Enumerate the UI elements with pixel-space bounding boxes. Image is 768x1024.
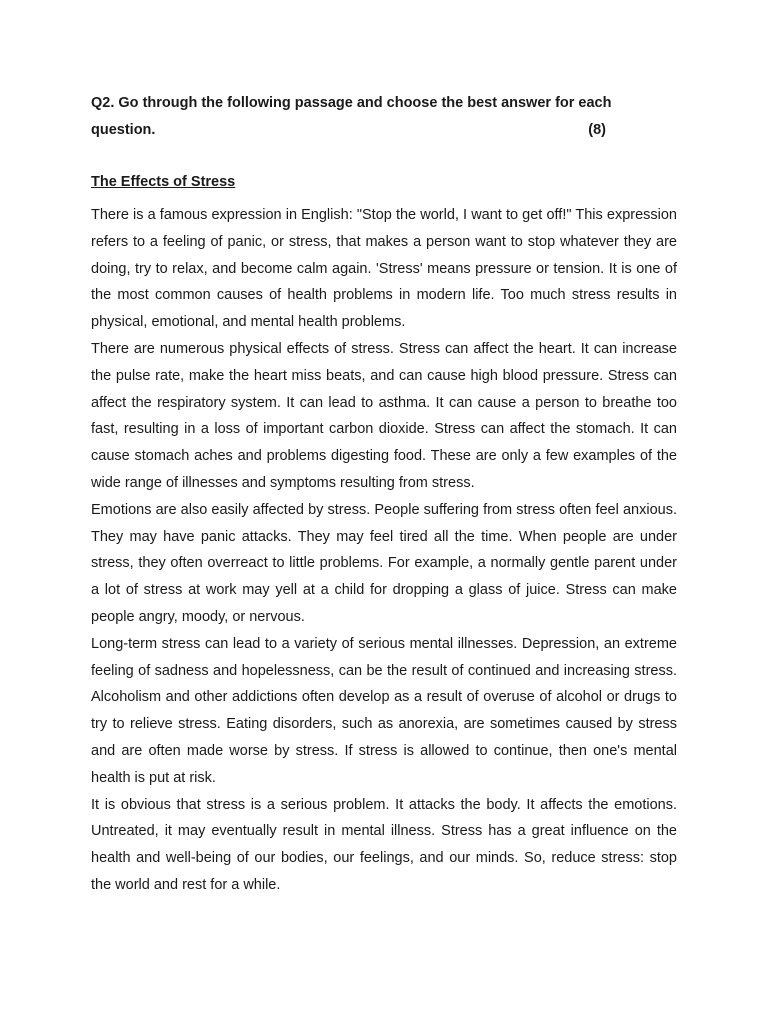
passage-paragraph: Long-term stress can lead to a variety of serious mental illnesses. Depression, an extreme feeling of sadness and hopelessness, can be the result of continued and increasing stress. Alcoholism and other addictions often develop as a result of overuse of alcohol or drugs to try to relieve stress. Eating disorders, such as anorexia, are sometimes caused by stress and are often made worse by stress. If stress is allowed to continue, then one's mental health is put at risk. xyxy=(91,635,677,786)
passage-paragraph: There is a famous expression in English: "Stop the world, I want to get off!" This expression refers to a feeling of panic, or stress, that makes a person want to stop whatever they are doing, try to relax, and become calm again. 'Stress' means pressure or tension. It is one of the most common causes of health problems in modern life. Too much stress results in physical, emotional, and mental health problems. xyxy=(91,207,677,331)
passage-title: The Effects of Stress xyxy=(91,174,236,190)
passage-paragraph: It is obvious that stress is a serious problem. It attacks the body. It affects the emotions. Untreated, it may eventually result in mental illness. Stress has a great influence on the health and well-being of our bodies, our feelings, and our minds. So, reduce stress: stop the world and rest for a while. xyxy=(91,796,677,893)
passage-body xyxy=(91,202,677,899)
question-line-2-row xyxy=(91,117,677,144)
question-line-1: Q2. Go through the following passage and choose the best answer for each xyxy=(91,95,612,111)
question-instruction xyxy=(91,90,677,143)
passage-paragraph: Emotions are also easily affected by stress. People suffering from stress often feel anxious. They may have panic attacks. They may feel tired all the time. When people are under stress, they often overreact to little problems. For example, a normally gentle parent under a lot of stress at work may yell at a child for dropping a glass of juice. Stress can make people angry, moody, or nervous. xyxy=(91,501,677,625)
passage-paragraph: There are numerous physical effects of stress. Stress can affect the heart. It can increase the pulse rate, make the heart miss beats, and can cause high blood pressure. Stress can affect the respiratory system. It can lead to asthma. It can cause a person to breathe too fast, resulting in a loss of important carbon dioxide. Stress can affect the stomach. It can cause stomach aches and problems digesting food. These are only a few examples of the wide range of illnesses and symptoms resulting from stress. xyxy=(91,340,677,491)
question-marks: (8) xyxy=(588,121,606,138)
question-line-2: question. xyxy=(91,121,156,138)
